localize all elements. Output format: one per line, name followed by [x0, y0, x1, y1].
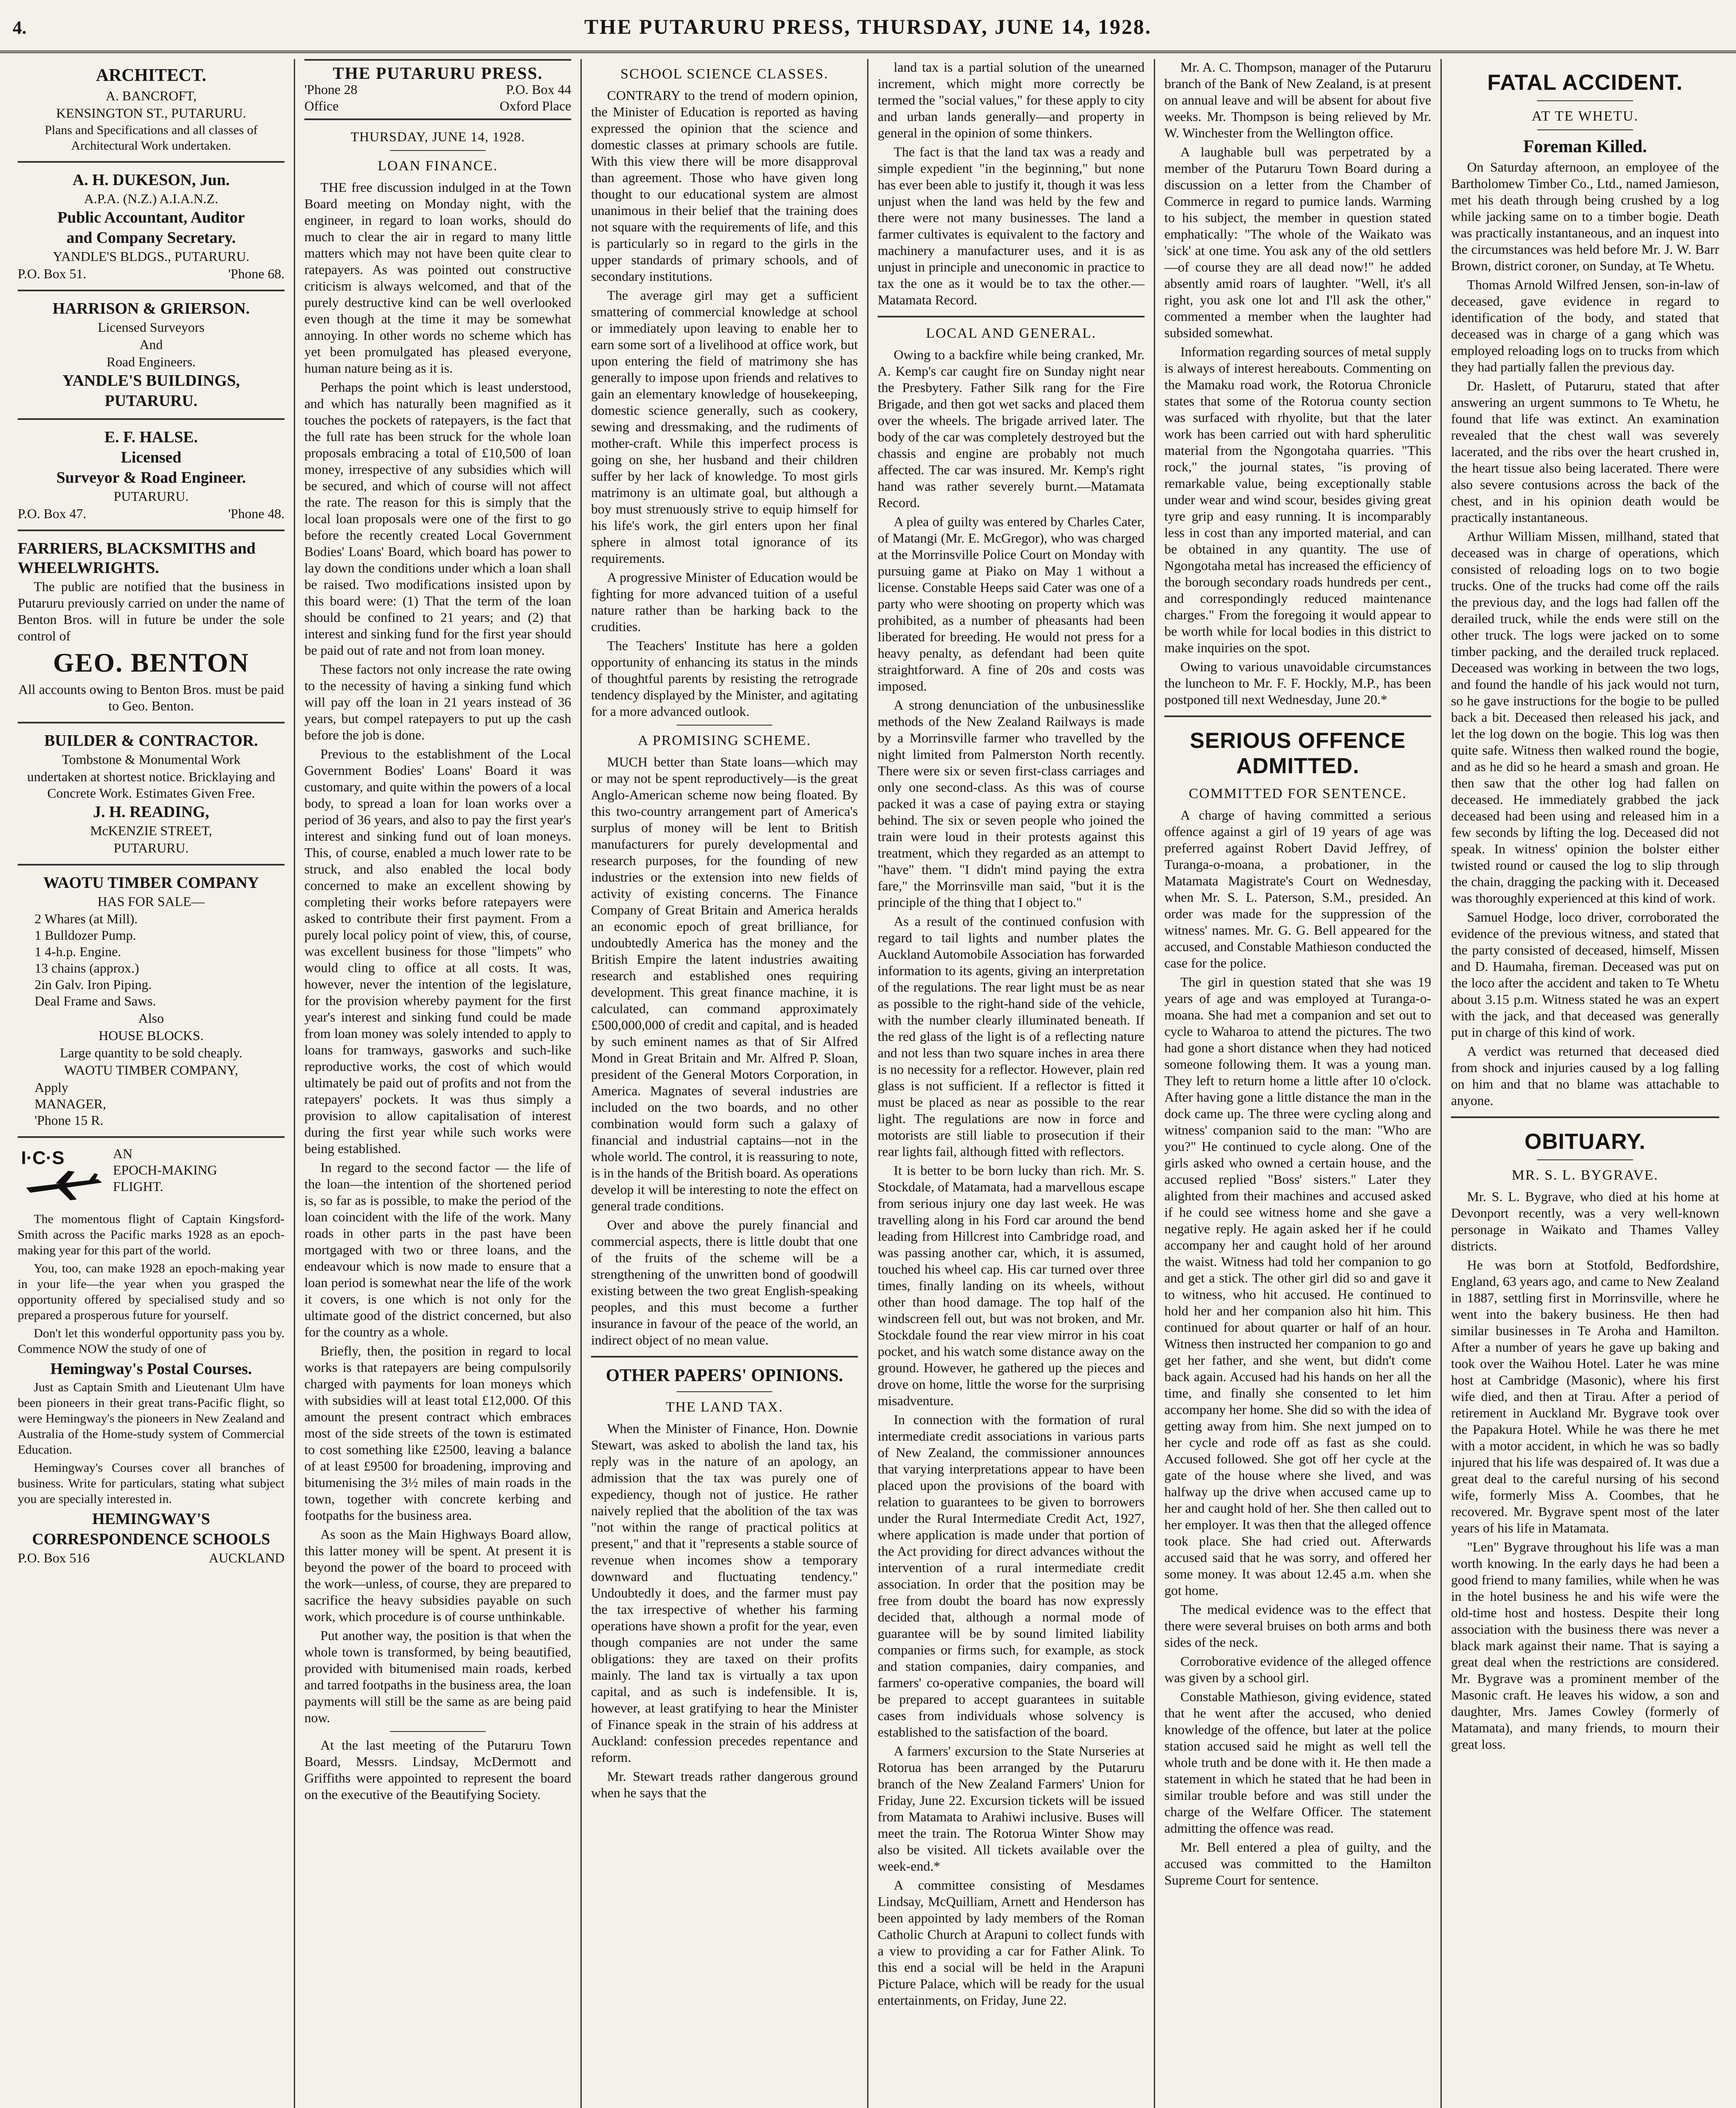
ad-title: and Company Secretary. — [66, 229, 236, 247]
masthead — [0, 0, 1736, 53]
ics-heading-line: FLIGHT. — [113, 1179, 164, 1194]
ad-item: 2 Whares (at Mill). — [35, 911, 138, 926]
news-item: As a result of the continued confusion with regard to tail lights and number plates the Auckland Automobile Association has forwarded information to its agents, giving an interpretation of the regulations. The rear light must be as near as possible to the right-hand side of the vehicle, with the number clearly illuminated beneath. If the red glass of the light is of a reflecting nature and not less than two square inches in area there is no necessity for a reflector. However, plain red glass is not sufficient. If a reflector is fitted it must be placed as near as possible to the rear light. The regulations are now in force and motorists are still liable to prosecution if their rear lights fail, although fitted with reflectors. — [878, 914, 1145, 1159]
article-heading: LOAN FINANCE. — [378, 158, 498, 174]
news-item: It is better to be born lucky than rich. Mr. S. Stockdale, of Matamata, had a marvellous escape from serious injury one day last week. He was travelling along in his Ford car around the bend leading from Hillcrest into Cambridge road, and was passing another car, which, it is assumed, touched his wheel cap. His car turned over three times, finally landing on its wheels, without other than hood damage. The top half of the windscreen fell out, but was not broken, and Mr. Stockdale found the rear view mirror in his coat pocket, and his watch some distance away on the ground. However, he gathered up the pieces and drove on home, little the worse for the surprising misadventure. — [878, 1163, 1145, 1408]
news-item: Owing to various unavoidable circumstances the luncheon to Mr. F. F. Hockly, M.P., has been postponed till next Wednesday, June 20.* — [1164, 659, 1431, 707]
ad-box: P.O. Box 51. — [18, 266, 86, 281]
article-paragraph: Samuel Hodge, loco driver, corroborated the evidence of the previous witness, and stated that the party consisted of deceased, himself, Missen and D. Haumaha, fireman. Deceased was put on the loco after the accident and taken to Te Whetu about 3.15 p.m. Witness stated he was an expert with the jack, and that deceased was generally put in charge of this kind of work. — [1451, 909, 1719, 1040]
ad-phone: 'Phone 68. — [228, 266, 285, 281]
column-five — [1155, 59, 1442, 2108]
ics-heading-line: AN — [113, 1146, 133, 1161]
ad-item: 1 4-h.p. Engine. — [35, 944, 121, 959]
page-number: 4. — [13, 17, 27, 38]
column-four — [868, 59, 1155, 2108]
article-paragraph: Put another way, the position is that when the whole town is transformed, by being beautified, provided with bitumenised main roads, kerbed and tarred footpaths in the business area, the loan payments will still be the same as are being paid now. — [304, 1628, 571, 1725]
press-office: Oxford Place — [500, 98, 571, 113]
airplane-logo-icon — [18, 1145, 106, 1209]
article-paragraph: The medical evidence was to the effect that there were several bruises on both arms and both sides of the neck. — [1164, 1602, 1431, 1650]
ad-manager: MANAGER, — [35, 1096, 106, 1111]
ad-item: 13 chains (approx.) — [35, 960, 139, 976]
article-paragraph: The Teachers' Institute has here a golden opportunity of enhancing its status in the minds of thoughtful parents by resisting the retrograde tendency displayed by the Minister, and agitating for a more advanced outlook. — [591, 638, 858, 719]
article-paragraph: A verdict was returned that deceased died from shock and injuries caused by a log falling on him and that no blame was attachable to anyone. — [1451, 1043, 1719, 1108]
ics-paragraph: Just as Captain Smith and Lieutenant Ulm have been pioneers in their great trans-Pacific flight, so were Hemingway's the pioneers in New Zealand and Australia of the Home-study system of Commercial Education. — [18, 1380, 285, 1457]
ad-heading: BUILDER & CONTRACTOR. — [44, 732, 258, 750]
ics-logo-text: I·C·S — [21, 1148, 64, 1168]
ad-blocks: HOUSE BLOCKS. — [99, 1028, 204, 1043]
article-paragraph: Dr. Haslett, of Putaruru, stated that after answering an urgent summons to Te Whetu, he found that life was extinct. An examination revealed that the chest wall was severely lacerated, and the ribs over the heart crushed in, the heart tissue also being lacerated. There were also severe contusions across the back of the chest, and in his opinion death would be practically instantaneous. — [1451, 378, 1719, 525]
ad-town: PUTARURU. — [113, 489, 189, 504]
article-paragraph: The fact is that the land tax was a ready and simple expedient "in the beginning," but none has ever been able to justify it, though it was less unjust when the land was held by the few and there were not many businesses. The land a farmer cultivates is equivalent to the factory and machinery a manufacturer uses, and it is as unjust in principle and uneconomic in practice to tax the one as it would be to tax the other.—Matamata Record. — [878, 144, 1145, 307]
ad-sale: HAS FOR SALE— — [97, 894, 205, 909]
ics-school: CORRESPONDENCE SCHOOLS — [32, 1530, 270, 1548]
article-headline: FATAL ACCIDENT. — [1487, 70, 1683, 95]
ad-accounts: All accounts owing to Benton Bros. must be paid to Geo. Benton. — [18, 682, 284, 713]
divider — [18, 722, 285, 723]
ad-item: 1 Bulldozer Pump. — [35, 928, 136, 943]
column-advertisements — [8, 59, 295, 2108]
ad-dukeson — [18, 170, 285, 282]
press-name: THE PUTARURU PRESS. — [333, 64, 543, 83]
article-paragraph: Briefly, then, the position in regard to local works is that ratepayers are being compulsorily charged with payments for loan moneys which with subsidies will at least total £12,000. Of this amount the present contract which embraces most of the side streets of the town is estimated to cost something like £2500, leaving a balance of at least £9500 for broadening, improving and bitumenising the 3½ miles of main roads in the town, together with concrete kerbing and footpaths for the business area. — [304, 1343, 571, 1523]
ad-ics — [18, 1145, 285, 1566]
article-paragraph: Previous to the establishment of the Local Government Bodies' Loans' Board it was customary, and quite within the powers of a local body, to spread a loan for loan works over a period of 36 years, and also to pay the first year's interest and sinking fund out of loan moneys. This, of course, enabled a much lower rate to be struck, and also enabled the local body concerned to make an excellent showing by completing their works before ratepayers were asked to contribute their first payment. From a purely local policy point of view, this, of course, was excellent business for those "limpets" who would cling to office at all costs. It was, however, never the intention of the legislature, for the provision whereby payment for the first year's interest and sinking fund could be made from loan money was solely intended to apply to loans for tramways, gasworks and such-like reproductive works, the cost of which would ultimately be paid out of profits and not from the ratepayers' pockets. It was thus simply a provision to allow capitalisation of interest during the first year while such works were being established. — [304, 746, 571, 1156]
column-six — [1442, 59, 1728, 2108]
article-paragraph: Thomas Arnold Wilfred Jensen, son-in-law of deceased, gave evidence in regard to identification of the body, and stated that deceased was in charge of a gang which was employed reloading logs on to trucks from which they had partially fallen the previous day. — [1451, 277, 1719, 374]
ad-harrison — [18, 299, 285, 411]
ics-paragraph: Hemingway's Courses cover all branches of business. Write for particulars, stating what subject you are specially interested in. — [18, 1461, 285, 1506]
ad-quals: A.P.A. (N.Z.) A.I.A.N.Z. — [84, 191, 218, 206]
ad-line: Road Engineers. — [106, 354, 196, 369]
ad-title: Public Accountant, Auditor — [57, 209, 245, 226]
article-paragraph: At the last meeting of the Putaruru Town Board, Messrs. Lindsay, McDermott and Griffiths were appointed to represent the board on the executive of the Beautifying Society. — [304, 1737, 571, 1802]
ics-school: HEMINGWAY'S — [92, 1510, 210, 1528]
divider — [1537, 129, 1634, 130]
article-paragraph: When the Minister of Finance, Hon. Downie Stewart, was asked to abolish the land tax, his reply was in the nature of an apology, an admission that the tax was purely one of expediency, though not of justice. He rather naively replied that the abolition of the tax was "not within the range of practical politics at present," and that it "represents a stable source of revenue when incomes show a temporary downward and fluctuating tendency." Undoubtedly it does, and the farmer must pay the tax irrespective of whether his farming operations have shown a profit for the year, even though companies are not under the same obligations: they are taxed on their profits mainly. The land tax is virtually a tax upon capital, and as such is indefensible. It is, however, at least gratifying to hear the Minister of Finance speak in the strain of his address at Auckland: confession precedes repentance and reform. — [591, 1421, 858, 1765]
newspaper-title: THE PUTARURU PRESS, THURSDAY, JUNE 14, 1928. — [584, 15, 1152, 38]
article-paragraph: As soon as the Main Highways Board allow, this latter money will be spent. At present it is beyond the power of the board to proceed with the work—unless, of course, they are prepared to sacrifice the heavy subsidies payable on such work, which procedure is of course unthinkable. — [304, 1527, 571, 1624]
news-item: A laughable bull was perpetrated by a member of the Putaruru Town Board during a discussion on a letter from the Chamber of Commerce in regard to pumice lands. Warming to his subject, the member in question stated emphatically: "The whole of the Waikato was 'sick' at one time. You ask any of the old settlers—of course they are all dead now!" he added absently amid roars of laughter. "Well, it's all right, you ask one lot and I'll ask the other," commented a member when the laughter had subsided somewhat. — [1164, 144, 1431, 340]
article-paragraph: MUCH better than State loans—which may or may not be spent reproductively—is the great Anglo-American scheme now being floated. By this two-country arrangement part of America's surplus of money will be lent to British manufacturers for purely developmental and research purposes, for the founding of new industries or the extension into new fields of activity of existing concerns. The Finance Company of Great Britain and America heralds an economic epoch of great brilliance, for undoubtedly America has the money and the British Empire the latent industries awaiting research and established ones requiring development. This great finance machine, it is calculated, can command approximately £500,000,000 of credit and capital, and is headed by such eminent names as that of Sir Alfred Mond in Great Britain and Mr. Alfred P. Sloan, president of the General Motors Corporation, in America. Magnates of several industries are included on the two boards, and no other combination would form such a galaxy of financial and industrial captains—not in the whole world. The control, it is reassuring to note, is in the hands of the British board. As operations develop it will be interesting to note the effect on general trade conditions. — [591, 754, 858, 1213]
press-office-row — [304, 98, 571, 114]
ad-name: J. H. READING, — [93, 803, 210, 821]
article-paragraph: The girl in question stated that she was 19 years of age and was employed at Turanga-o-moana. She had met a companion and set out to cycle to Waharoa to attend the pictures. The two had gone a short distance when they had noticed someone following them. It was a young man. They left to return home a little after 10 o'clock. After having gone a little distance the man in the dock came up. The three were cycling along and witness' companion said to the man: "Who are you?" He continued to cycle along. One of the girls asked who owned a certain house, and the accused replied "Boss' sisters." Later they alighted from their machines and accused asked if he could see witness home and she gave a negative reply. He again asked her if he could accompany her and caught hold of her around the waist. Witness had told her companion to go and get a stick. The other girl did so and gave it to witness, who hit accused. He continued to hold her and her companion also hit him. This continued for about quarter or half of an hour. Witness then instructed her companion to go and get her father, and she went, but didn't come back again. Accused had his hands on her all the time, and finally she consented to let him accompany her home. She did so with the idea of getting away from him. She next jumped on to her cycle and rode off as fast as she could. Accused followed. She got off her cycle at the gate of the house where she lived, and was halfway up the drive when accused came up to her and caught hold of her. She then called out to her employer. It was then that the alleged offence took place. She had cried out. Afterwards accused said that he was sorry, and offered her some money. It was about 12.45 a.m. when she got home. — [1164, 974, 1431, 1598]
article-paragraph: land tax is a partial solution of the unearned increment, which might more correctly be termed the "social values," for these apply to city and urban lands generally—and property in general in the opinion of some thinkers. — [878, 59, 1145, 140]
article-headline: OBITUARY. — [1524, 1129, 1646, 1154]
article-paragraph: He was born at Stotfold, Bedfordshire, England, 63 years ago, and came to New Zealand in 1887, settling first in Morrinsville, where he went into the bakery business. He then had similar businesses in Te Aroha and Hamilton. After a number of years he gave up baking and took over the Waihou Hotel. Later he was mine host at Cambridge (Masonic), where his first wife died, and then at Tirau. After a period of retirement in Auckland Mr. Bygrave took over the Papakura Hotel. While he was there he met with a motor accident, in which he was so badly injured that his life was despaired of. It was due a great deal to the careful nursing of his second wife, formerly Miss A. Coombes, that he recovered. Mr. Bygrave spent most of the later years of his life in Matamata. — [1451, 1257, 1719, 1535]
ad-contact — [18, 266, 285, 282]
press-phone: 'Phone 28 — [304, 82, 357, 97]
divider — [18, 864, 285, 866]
article-paragraph: These factors not only increase the rate owing to the necessity of having a sinking fund which will pay off the loan in 21 years instead of 36 years, but compel ratepayers to put up the cash before the job is done. — [304, 661, 571, 742]
article-paragraph: Arthur William Missen, millhand, stated that deceased was in charge of operations, which consisted of reloading logs on to two bogie trucks. One of the trucks had come off the rails the previous day, and the logs had fallen off the derailed truck, while the ends were still on the other truck. The logs were jacked on to some timber packing, and the derailed truck replaced. Deceased was working in between the two logs, and found the handle of his jack would not turn, so he gave instructions for the bogie to be pulled back a bit. Deceased then released his jack, and let the log down on the bogie. This log was then quite safe. Witness then walked round the bogie, and as he did so he heard a smash and groan. He then saw that the other log had fallen on deceased. He immediately grabbed the jack deceased had been using and released him in a few seconds by lifting the log. Deceased did not speak. In witness' opinion the bolster either twisted round or caused the log to slip through the chain, dragging the packing with it. Deceased was thoroughly experienced at this kind of work. — [1451, 529, 1719, 906]
ad-architect — [18, 65, 285, 153]
article-paragraph: Constable Mathieson, giving evidence, stated that he went after the accused, who denied knowledge of the offence, but later at the police station accused said he might as well tell the whole truth and be done with it. He then made a statement in which he stated that he had been in similar trouble before and was still under the charge of the Welfare Officer. The statement admitting the offence was read. — [1164, 1689, 1431, 1836]
ad-notice: The public are notified that the business in Putaruru previously carried on under the name of Benton Bros. will in future be under the sole control of — [18, 579, 285, 643]
article-paragraph: Mr. S. L. Bygrave, who died at his home at Devonport recently, was a very well-known personage in Waikato and Thames Valley districts. — [1451, 1189, 1719, 1253]
ad-town: PUTARURU. — [105, 392, 198, 410]
ics-city: AUCKLAND — [209, 1550, 285, 1565]
article-heading: LOCAL AND GENERAL. — [926, 325, 1096, 341]
ad-phone: 'Phone 15 R. — [35, 1113, 104, 1128]
ad-line: And — [139, 337, 163, 352]
ad-line: Surveyor & Road Engineer. — [56, 469, 246, 487]
news-item: Owing to a backfire while being cranked, Mr. A. Kemp's car caught fire on Sunday night near the Presbytery. Father Silk rang for the Fire Brigade, and then got wet sacks and placed them over the wheels. The brigade arrived later. The body of the car was completely destroyed but the chassis and engine are probably not much affected. The car was insured. Mr. Kemp's right hand was rather severely burnt.—Matamata Record. — [878, 347, 1145, 510]
ics-box: P.O. Box 516 — [18, 1550, 90, 1565]
ics-heading-line: EPOCH-MAKING — [113, 1162, 218, 1178]
ad-line: Tombstone & Monumental Work — [62, 752, 241, 767]
article-paragraph: A charge of having committed a serious offence against a girl of 19 years of age was preferred against Robert David Jeffrey, of Turanga-o-moana, a probationer, in the Matamata Magistrate's Court on Wednesday, when Mr. S. L. Paterson, S.M., presided. An order was made for the suppression of the witness' names. Mr. G. G. Bell appeared for the accused, and Constable Mathieson conducted the case for the police. — [1164, 807, 1431, 971]
ad-farriers — [18, 539, 285, 714]
ad-item: Deal Frame and Saws. — [35, 993, 156, 1008]
article-paragraph: Corroborative evidence of the alleged offence was given by a school girl. — [1164, 1654, 1431, 1685]
divider — [18, 530, 285, 531]
article-paragraph: Over and above the purely financial and commercial aspects, there is little doubt that one of the fruits of the scheme will be a strengthening of the unwritten bond of goodwill existing between the two great English-speaking peoples, and this must become a further insurance in favour of the peace of the world, an indirect object of no mean value. — [591, 1217, 858, 1347]
news-item: A farmers' excursion to the State Nurseries at Rotorua has been arranged by the Putaruru branch of the New Zealand Farmers' Union for Friday, June 22. Excursion tickets will be issued from Matamata to Arahiwi inclusive. Buses will meet the train. The Rotorua Winter Show may also be visited. All tickets available over the week-end.* — [878, 1743, 1145, 1874]
ad-line: undertaken at shortest notice. Bricklaying and Concrete Work. Estimates Given Free. — [27, 769, 275, 801]
press-office-label: Office — [304, 98, 339, 113]
divider — [878, 316, 1145, 317]
divider — [1537, 100, 1634, 101]
section-heading: OTHER PAPERS' OPINIONS. — [606, 1366, 843, 1385]
ad-apply: Apply — [35, 1080, 68, 1095]
ad-address: YANDLE'S BUILDINGS, — [62, 372, 240, 390]
ad-contact — [18, 505, 285, 522]
divider — [18, 418, 285, 420]
ad-name: E. F. HALSE. — [104, 428, 198, 446]
columns — [8, 59, 1728, 2108]
column-three — [582, 59, 868, 2108]
ad-item: 2in Galv. Iron Piping. — [35, 977, 152, 992]
article-paragraph: CONTRARY to the trend of modern opinion, the Minister of Education is reported as having expressed the opinion that the science and domestic classes at primary schools are futile. With this view there will be more disapproval than agreement. Those who have given long thought to our educational system are almost unanimous in their belief that the training does not square with the requirements of life, and this is particularly so in regard to the girls in the upper standards of primary schools, and of secondary institutions. — [591, 88, 858, 284]
ad-name: GEO. BENTON — [53, 648, 250, 678]
ad-name: HARRISON & GRIERSON. — [52, 300, 250, 317]
ad-company: WAOTU TIMBER COMPANY, — [64, 1062, 238, 1078]
article-paragraph: On Saturday afternoon, an employee of the Bartholomew Timber Co., Ltd., named Jamieson, met his death through being crushed by a log while jacking same on to a timber bogie. Death was practically instantaneous, and an inquest into the circumstances was held before Mr. J. W. Barr Brown, district coroner, on Sunday, at Te Whetu. — [1451, 159, 1719, 273]
divider — [18, 290, 285, 291]
ad-builder — [18, 731, 285, 856]
ad-address: McKENZIE STREET, — [90, 823, 212, 838]
ics-paragraph: You, too, can make 1928 an epoch-making year in your life—the year when you grasped the opportunity offered by specialised study and so prepared a prosperous future for yourself. — [18, 1261, 285, 1322]
ad-address: YANDLE'S BLDGS., PUTARURU. — [53, 249, 250, 264]
ics-paragraph: The momentous flight of Captain Kingsford-Smith across the Pacific marks 1928 as an epoch-making year for this part of the world. — [18, 1212, 285, 1257]
divider — [390, 1731, 486, 1732]
ad-waotu — [18, 873, 285, 1129]
divider — [677, 725, 773, 726]
ics-logo-row — [18, 1145, 285, 1209]
news-item: A plea of guilty was entered by Charles Cater, of Matangi (Mr. E. McGregor), who was charged at the Morrinsville Police Court on Monday with pursuing game at Piako on May 1 without a license. Constable Heeps said Cater was one of a party who were shooting on property which was prohibited, as a number of pheasants had been liberated for breeding. He would not press for a heavy penalty, as defendant had been quite straightforward. A fine of 20s and costs was imposed. — [878, 514, 1145, 694]
divider — [677, 1391, 773, 1392]
ad-halse — [18, 428, 285, 522]
press-masthead — [304, 59, 571, 120]
ics-heading — [113, 1145, 217, 1195]
article-subheading: Foreman Killed. — [1523, 137, 1647, 156]
news-item: A committee consisting of Mesdames Lindsay, McQuilliam, Arnett and Henderson has been appointed by lady members of the Roman Catholic Church at Arapuni to collect funds with a view to providing a car for Father Alink. To this end a social will be held in the Arapuni Picture Palace, which will be ready for the usual entertainments, on Friday, June 22. — [878, 1877, 1145, 2008]
ad-cheap: Large quantity to be sold cheaply. — [60, 1045, 242, 1060]
article-paragraph: In regard to the second factor — the life of the loan—the intention of the shortened period is, so far as is possible, to make the period of the loan coincident with the life of the work. Many roads in other parts in the past have been mortgaged with two or three loans, and the endeavour which is now made to ensure that a loan period is somewhat near the life of the work it covers, is one which is not only for the ultimate good of the district concerned, but also for the country as a whole. — [304, 1160, 571, 1339]
article-subheading: COMMITTED FOR SENTENCE. — [1188, 786, 1407, 801]
ad-heading: WAOTU TIMBER COMPANY — [43, 874, 259, 892]
ad-line: Licensed Surveyors — [97, 320, 205, 335]
article-paragraph: Mr. Stewart treads rather dangerous ground when he says that the — [591, 1769, 858, 1800]
ad-address: KENSINGTON ST., PUTARURU. — [56, 105, 246, 121]
article-paragraph: Mr. Bell entered a plea of guilty, and the accused was committed to the Hamilton Supreme Court for sentence. — [1164, 1839, 1431, 1888]
ad-desc: Plans and Specifications and all classes of Architectural Work undertaken. — [45, 123, 258, 153]
article-heading: SCHOOL SCIENCE CLASSES. — [620, 66, 829, 82]
ad-line: Licensed — [121, 449, 182, 466]
article-paragraph: THE free discussion indulged in at the Town Board meeting on Monday night, with the engineer, in regard to loan works, should do much to clear the air in regard to many little matters which may not have been quite clear to ratepayers. As was pointed out constructive criticism is always welcomed, and that of the purely destructive kind can be well overlooked even though at the time it may be somewhat annoying. In other words no scheme which has yet been promulgated has pleased everyone, human nature being as it is. — [304, 180, 571, 376]
article-paragraph: Perhaps the point which is least understood, and which has naturally been magnified as it touches the pockets of ratepayers, is the fact that the full rate has been struck for the whole loan proposals embracing a total of £10,500 of loan money, irrespective of any subsidies which will be secured, and which of course will not affect the rate. The reason for this is simply that the local loan proposals were one of the first to go before the recently created Local Government Bodies' Loans' Board, which board has power to lay down the conditions under which a loan shall be raised. Two modifications insisted upon by this board were: (1) That the term of the loan should be confined to 21 years; and (2) that interest and sinking fund for the first year should be paid out of rate and not from loan money. — [304, 379, 571, 658]
article-paragraph: The average girl may get a sufficient smattering of commercial knowledge at school or immediately upon leaving to enable her to earn some sort of a livelihood at office work, but upon entering the field of matrimony she has generally to impose upon friends and relatives to gain an elementary knowledge of housekeeping, domestic science generally, such as cookery, sewing and dressmaking, and the rudiments of mother-craft. While this imperfect process is going on she, her husband and their children suffer by her lack of knowledge. To most girls matrimony is an ultimate goal, but although a boy must strenuously strive to equip himself for his life's work, the girl enters upon her final sphere in almost total ignorance of its requirements. — [591, 288, 858, 566]
ics-paragraph: Don't let this wonderful opportunity pass you by. Commence NOW the study of one of — [18, 1326, 285, 1356]
news-item: Mr. A. C. Thompson, manager of the Putaruru branch of the Bank of New Zealand, is at present on annual leave and will be absent for about five weeks. Mr. Thompson is being relieved by Mr. W. Winchester from the Wellington office. — [1164, 59, 1431, 140]
ics-contact — [18, 1550, 285, 1566]
news-item: A strong denunciation of the unbusinesslike methods of the New Zealand Railways is made by a Morrinsville farmer who travelled by the night limited from Palmerston North recently. There were six or seven first-class carriages and only one second-class. As this was of course packed it was a case of paying extra or staying behind. The six or seven people who joined the train were loud in their protests against this treatment, which they regarded as an attempt to "have" them. "I didn't mind paying the extra fare," the Morrinsville man said, "but it is the principle of the thing that I object to." — [878, 697, 1145, 910]
divider — [390, 150, 486, 151]
press-contact-row — [304, 81, 571, 98]
divider — [1537, 1159, 1634, 1160]
divider — [1164, 715, 1431, 717]
article-heading: THE LAND TAX. — [666, 1399, 783, 1415]
ad-name: A. H. DUKESON, Jun. — [73, 171, 230, 189]
ad-name: A. BANCROFT, — [105, 88, 197, 103]
ics-courses: Hemingway's Postal Courses. — [50, 1360, 252, 1378]
article-headline: SERIOUS OFFENCE ADMITTED. — [1190, 729, 1406, 778]
ad-also: Also — [138, 1011, 164, 1026]
editorial-date: THURSDAY, JUNE 14, 1928. — [350, 129, 525, 144]
article-paragraph: "Len" Bygrave throughout his life was a man worth knowing. In the early days he had been a good friend to many families, while when he was in the hotel business he and his wife were the old-time host and hostess. Despite their long association with the business there was never a black mark against their name. That is saying a great deal when the restrictions are considered. Mr. Bygrave was a prominent member of the Masonic craft. He leaves his widow, a son and daughter, Mrs. James Cowley (formerly of Matamata), and many friends, to mourn their great loss. — [1451, 1539, 1719, 1752]
ad-heading: FARRIERS, BLACKSMITHS and WHEELWRIGHTS. — [18, 540, 256, 577]
column-editorial — [295, 59, 582, 2108]
ad-heading: ARCHITECT. — [96, 66, 207, 85]
news-item: In connection with the formation of rural intermediate credit associations in various parts of New Zealand, the commissioner announces that varying interpretations appear to have been placed upon the provisions of the board with relation to guarantees to be given to borrowers under the Rural Intermediate Credit Act, 1927, where application is made under that portion of the Act providing for direct advances without the intervention of a rural intermediate credit association. In order that the position may be free from doubt the board has now expressly decided that, although a normal mode of guarantee will be by sound limited liability companies or firms such, for example, as stock and station companies, dairy companies, and farmers' co-operative companies, the board will be prepared to accept guarantees in suitable cases from individuals whose solvency is established to the satisfaction of the board. — [878, 1412, 1145, 1740]
divider — [18, 161, 285, 163]
ad-box: P.O. Box 47. — [18, 506, 86, 521]
press-box: P.O. Box 44 — [506, 82, 571, 97]
article-paragraph: A progressive Minister of Education would be fighting for more advanced tuition of a useful nature rather than be harking back to the crudities. — [591, 570, 858, 634]
article-subheading: AT TE WHETU. — [1532, 108, 1639, 124]
news-item: Information regarding sources of metal supply is always of interest hereabouts. Commenting on the Mamaku road work, the Rotorua Chronicle states that some of the Rotorua county section was surfaced with rhyolite, but that the later work has been carried out with hard spherulitic material from the Ngongotaha quarries. "This rock," the journal states, "is proving of remarkable value, being exceptionally stable under wear and wind scour, besides giving great tyre grip and easy running. It is incomparably less in cost than any imported material, and can be obtained in any quantity. The use of Ngongotaha metal has increased the efficiency of the borough secondary roads hundreds per cent., and correspondingly reduced maintenance charges." From the foregoing it would appear to be worth while for local bodies in this district to make inquiries on the spot. — [1164, 344, 1431, 655]
article-subheading: MR. S. L. BYGRAVE. — [1511, 1167, 1659, 1183]
divider — [591, 1356, 858, 1358]
article-heading: A PROMISING SCHEME. — [637, 733, 812, 748]
divider — [18, 1136, 285, 1138]
ad-phone: 'Phone 48. — [228, 506, 285, 521]
divider — [1451, 1116, 1719, 1118]
ad-town: PUTARURU. — [113, 840, 189, 855]
